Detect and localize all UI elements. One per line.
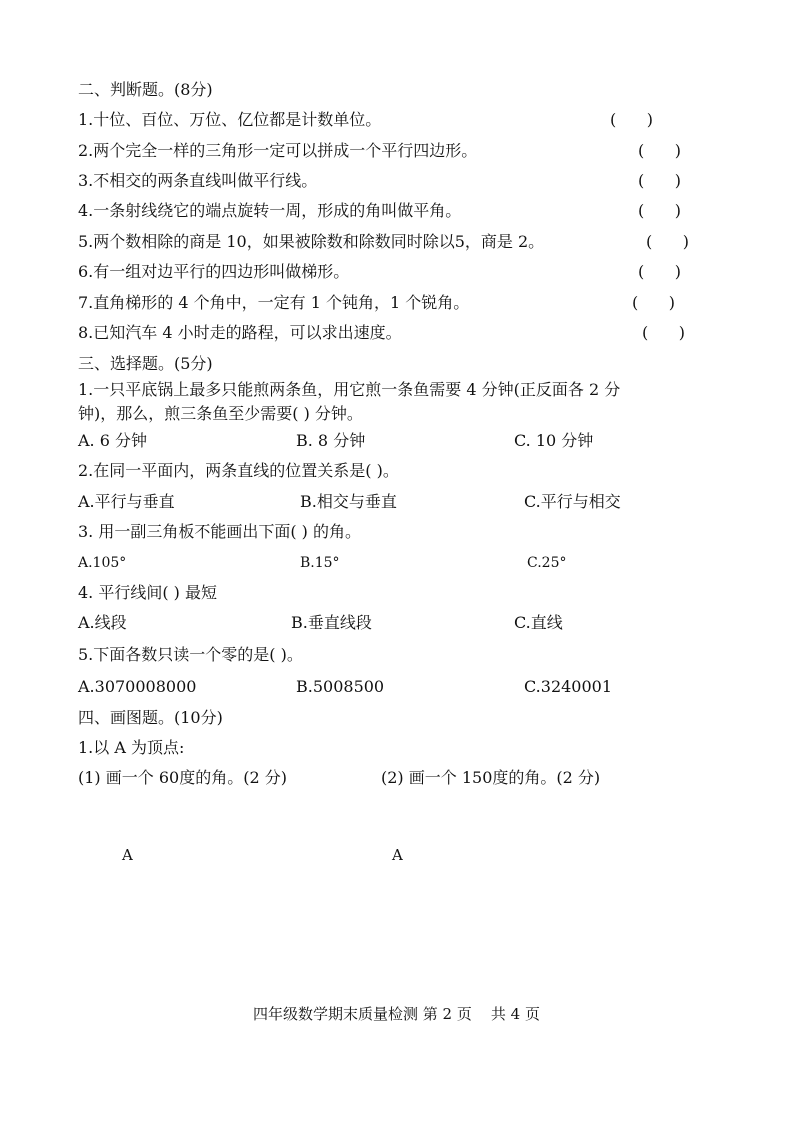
choice-q4-option-a[interactable]: A.线段 [78, 613, 127, 632]
choice-q5-stem: 5.下面各数只读一个零的是( )。 [78, 645, 303, 664]
choice-q1-line-2: 钟)，那么，煎三条鱼至少需要( ) 分钟。 [78, 404, 363, 423]
judge-answer-blank-1[interactable]: ( ) [610, 110, 653, 129]
page-footer: 四年级数学期末质量检测 第 2 页 共 4 页 [252, 1005, 540, 1023]
choice-q4-option-c[interactable]: C.直线 [514, 613, 563, 632]
judge-answer-blank-4[interactable]: ( ) [638, 201, 681, 220]
judge-answer-blank-2[interactable]: ( ) [638, 141, 681, 160]
choice-q5-option-c[interactable]: C.3240001 [524, 677, 613, 696]
choice-q1-option-b[interactable]: B. 8 分钟 [296, 431, 366, 450]
draw-q1-part-2: (2) 画一个 150度的角。(2 分) [381, 768, 601, 787]
choice-q2-option-b[interactable]: B.相交与垂直 [300, 492, 397, 511]
judge-item-5: 5.两个数相除的商是 10，如果被除数和除数同时除以5，商是 2。 [78, 232, 545, 251]
judge-item-2: 2.两个完全一样的三角形一定可以拼成一个平行四边形。 [78, 141, 478, 160]
choice-q1-option-c[interactable]: C. 10 分钟 [514, 431, 594, 450]
judge-item-7: 7.直角梯形的 4 个角中，一定有 1 个钝角，1 个锐角。 [78, 293, 470, 312]
vertex-a-left: A [122, 846, 133, 864]
judge-item-3: 3.不相交的两条直线叫做平行线。 [78, 171, 318, 190]
judge-answer-blank-6[interactable]: ( ) [638, 262, 681, 281]
judge-answer-blank-8[interactable]: ( ) [642, 323, 685, 342]
choice-q2-option-c[interactable]: C.平行与相交 [524, 492, 621, 511]
section-3-title: 三、选择题。(5分) [78, 354, 213, 373]
section-4-title: 四、画图题。(10分) [78, 708, 223, 727]
judge-item-8: 8.已知汽车 4 小时走的路程，可以求出速度。 [78, 323, 402, 342]
choice-q4-option-b[interactable]: B.垂直线段 [291, 613, 372, 632]
draw-q1-stem: 1.以 A 为顶点: [78, 738, 185, 757]
judge-answer-blank-7[interactable]: ( ) [632, 293, 675, 312]
judge-item-1: 1.十位、百位、万位、亿位都是计数单位。 [78, 110, 382, 129]
choice-q3-stem: 3. 用一副三角板不能画出下面( ) 的角。 [78, 522, 362, 541]
choice-q2-option-a[interactable]: A.平行与垂直 [78, 492, 175, 511]
choice-q3-option-a[interactable]: A.105° [78, 555, 127, 571]
judge-answer-blank-5[interactable]: ( ) [646, 232, 689, 251]
choice-q4-stem: 4. 平行线间( ) 最短 [78, 583, 218, 602]
judge-answer-blank-3[interactable]: ( ) [638, 171, 681, 190]
choice-q3-option-c[interactable]: C.25° [527, 555, 567, 571]
choice-q1-line-1: 1.一只平底锅上最多只能煎两条鱼，用它煎一条鱼需要 4 分钟(正反面各 2 分 [78, 380, 621, 399]
judge-item-6: 6.有一组对边平行的四边形叫做梯形。 [78, 262, 350, 281]
choice-q2-stem: 2.在同一平面内，两条直线的位置关系是( )。 [78, 461, 399, 480]
vertex-a-right: A [392, 846, 403, 864]
judge-item-4: 4.一条射线绕它的端点旋转一周，形成的角叫做平角。 [78, 201, 462, 220]
choice-q1-option-a[interactable]: A. 6 分钟 [78, 431, 147, 450]
choice-q5-option-a[interactable]: A.3070008000 [78, 677, 197, 696]
choice-q5-option-b[interactable]: B.5008500 [296, 677, 385, 696]
choice-q3-option-b[interactable]: B.15° [300, 555, 340, 571]
draw-q1-part-1: (1) 画一个 60度的角。(2 分) [78, 768, 287, 787]
section-2-title: 二、判断题。(8分) [78, 80, 213, 99]
